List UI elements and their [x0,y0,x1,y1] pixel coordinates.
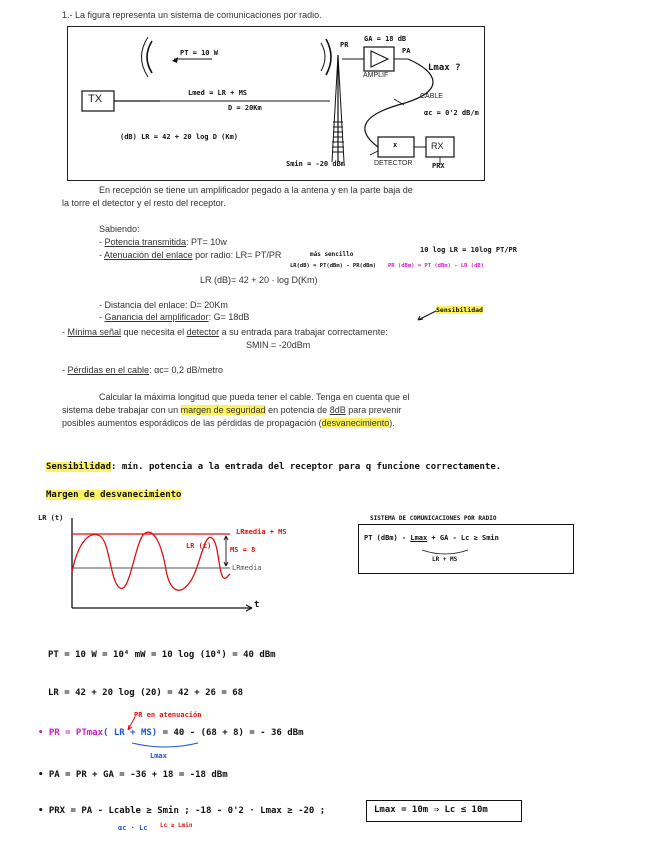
lr-curve [72,532,230,590]
blue-underbrace-icon [130,741,200,751]
alpha-label: αc = 0'2 dB/m [424,109,479,117]
para2-line2: sistema debe trabajar con un margen de seguridad en potencia de 8dB para prevenir [62,405,402,415]
bullet-min-signal: - Mínima señal que necesita el detector a su entrada para trabajar correctamente: [62,327,388,337]
calc-prx: • PRX = PA - Lcable ≥ Smin ; -18 - 0'2 · Lmax ≥ -20 ; [38,806,326,816]
calc-prx-under: αc · Lc [118,824,148,832]
detector-symbol: x [393,141,398,149]
underbrace-icon [420,548,470,558]
log-formula: 10 log LR = 10log PT/PR [420,246,517,254]
calc-prx-note: Lc ≥ Lmin [160,822,193,829]
distance-label: D = 20Km [228,104,262,112]
lr-max-label: LRmedia + MS [236,528,287,536]
calc-pa: • PA = PR + GA = -36 + 18 = -18 dBm [38,770,228,780]
lr-t-label: LR (t) [186,542,212,550]
pt-label: PT = 10 W [180,49,218,57]
bullet-power: - Potencia transmitida: PT= 10w [99,237,227,247]
bullet-gain: - Ganancia del amplificador: G= 18dB [99,312,250,322]
sabiendo: Sabiendo: [99,224,140,234]
problem-heading: 1.- La figura representa un sistema de comunicaciones por radio. [62,10,322,20]
lmax-question: Lmax ? [428,63,461,73]
lr-media-label: LRmedia [232,564,262,572]
para1-line2: la torre el detector y el resto del receptor. [62,198,226,208]
smin-equation: SMIN = -20dBm [246,340,311,350]
para2-line1: Calcular la máxima longitud que pueda tener el cable. Tenga en cuenta que el [99,392,410,402]
sensitivity-definition: Sensibilidad: mín. potencia a la entrada del receptor para q funcione correctamente. [46,462,502,472]
pr-label: PR [340,41,349,49]
bullet-cable-loss: - Pérdidas en el cable: αc= 0,2 dB/metro [62,365,224,375]
graph-xlabel: t [254,600,260,610]
calc-pt: PT = 10 W = 10⁴ mW = 10 log (10⁴) = 40 dBm [48,650,276,660]
system-equation-under: LR + MS [432,556,458,563]
result: Lmax = 10m ⇒ Lc ≤ 10m [374,805,488,815]
cable-label: CABLE [420,93,443,100]
loss-equation: (dB) LR = 42 + 20 log D (Km) [120,133,239,141]
calc-lr: LR = 42 + 20 log (20) = 42 + 26 = 68 [48,688,244,698]
pa-label: PA [402,47,411,55]
sensitivity-note: Sensibilidad [436,306,483,314]
lr-db-formula: LR(dB) = PT(dBm) - PR(dBm) [290,263,377,269]
calc-pr-under: Lmax [150,752,167,760]
pr-attenuation-note: PR en atenuación [134,711,202,719]
rx-antenna-icon [326,39,331,75]
rx-label: RX [431,141,444,151]
prx-label: PRX [432,162,445,170]
bullet-distance: - Distancia del enlace: D= 20Km [99,300,228,310]
graph-ylabel: LR (t) [38,514,64,522]
tx-antenna-icon [147,41,152,73]
simpler-note: más sencillo [310,251,354,258]
para2-line3: posibles aumentos esporádicos de las pérdidas de propagación (desvanecimiento). [62,418,395,428]
system-equation: PT (dBm) - Lmax + GA - Lc ≥ Smin [364,534,499,542]
tower-icon [332,55,344,162]
system-title: SISTEMA DE COMUNICACIONES POR RADIO [370,515,497,522]
lmed-label: Lmed = LR + MS [188,89,248,97]
amplifier-box [364,47,394,71]
pr-dbm-formula: PR (dBm) = PT (dBm) - LR (dB) [388,263,485,269]
figure-drawing [68,27,486,182]
detector-label: DETECTOR [374,160,413,167]
lr-equation: LR (dB)= 42 + 20 · log D(Km) [200,275,318,285]
system-figure [67,26,485,181]
calc-pr: • PR = PTmax( LR + MS) = 40 - (68 + 8) = - 36 dBm [38,728,304,738]
amplifier-icon [371,51,388,67]
ms-label: MS = 8 [230,546,256,554]
bullet-attenuation: - Atenuación del enlace por radio: LR= PT/PR [99,250,282,260]
tx-label: TX [88,93,103,105]
margin-title: Margen de desvanecimiento [46,490,182,500]
amp-label: AMPLIF [363,72,389,79]
gain-label: GA = 18 dB [364,35,407,43]
para1-line1: En recepción se tiene un amplificador pegado a la antena y en la parte baja de [99,185,413,195]
smin-label: Smin = -20 dBm [286,160,346,168]
arrow-icon [414,309,438,323]
